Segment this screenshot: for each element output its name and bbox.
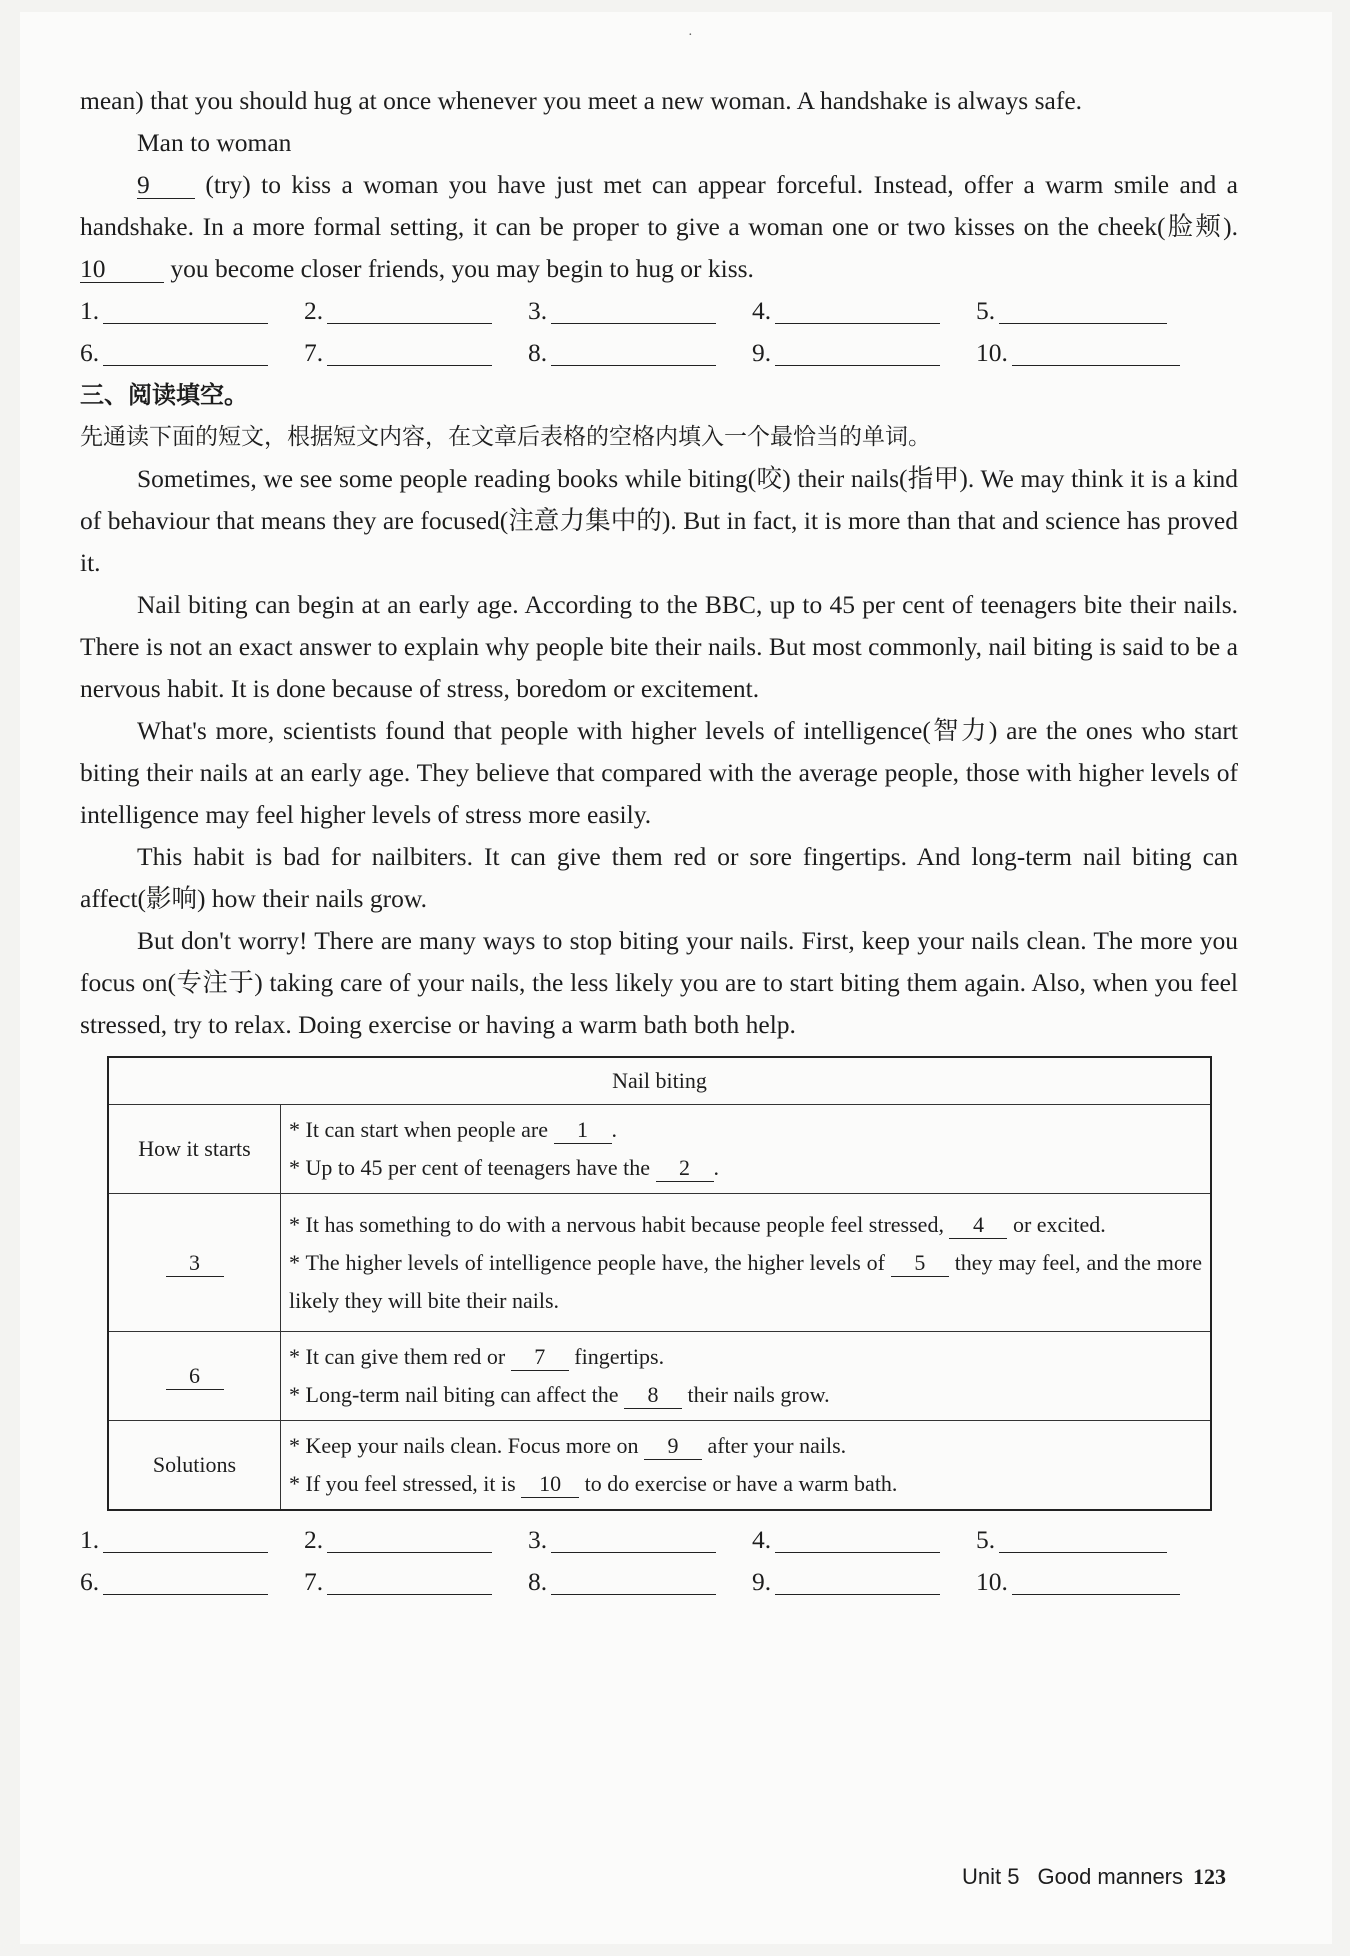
answer-number: 3. <box>528 296 548 325</box>
answer-line-9[interactable] <box>775 364 940 366</box>
answer-number: 10. <box>976 1567 1008 1596</box>
answer-line-8[interactable] <box>551 364 716 366</box>
answer-line-7[interactable] <box>327 364 492 366</box>
passage-paragraph-3: What's more, scientists found that people with higher levels of intelligence(智力) are the ones who start biting their nails at an early age. They believe that compared with the average people, those with higher levels of intelligence may feel higher levels of stress more easily. <box>80 716 1238 829</box>
row-label-solutions: Solutions <box>108 1421 281 1511</box>
answer-line-1[interactable] <box>103 322 268 324</box>
answer-line-3[interactable] <box>551 1551 716 1553</box>
answer-number: 8. <box>528 338 548 367</box>
answer-number: 6. <box>80 338 100 367</box>
table-blank-9[interactable]: 9 <box>644 1433 702 1460</box>
table-blank-6[interactable]: 6 <box>166 1363 224 1390</box>
answer-line-2[interactable] <box>327 1551 492 1553</box>
answer-number: 3. <box>528 1525 548 1554</box>
row-content-1: * It can start when people are 1 . * Up to 45 per cent of teenagers have the 2 . <box>281 1105 1212 1194</box>
blank-10[interactable]: 10 <box>80 256 164 283</box>
row-label-6 <box>108 1332 281 1421</box>
row-label-how-it-starts: How it starts <box>108 1105 281 1194</box>
answer-number: 8. <box>528 1567 548 1596</box>
answer-line-7[interactable] <box>327 1593 492 1595</box>
answer-line-4[interactable] <box>775 322 940 324</box>
answer-row-3 <box>80 1519 1238 1561</box>
answer-line-10[interactable] <box>1012 1593 1180 1595</box>
row-label-3 <box>108 1194 281 1332</box>
section-title: 三、阅读填空。 <box>80 381 248 409</box>
answer-number: 2. <box>304 1525 324 1554</box>
answer-number: 4. <box>752 1525 772 1554</box>
summary-table <box>107 1056 1212 1511</box>
footer-unit-title: Good manners <box>1037 1864 1184 1889</box>
answer-line-6[interactable] <box>103 1593 268 1595</box>
subheading-man-to-woman: Man to woman <box>137 128 292 157</box>
row-content-4: * Keep your nails clean. Focus more on 9 after your nails. * If you feel stressed, it is 10 to do exercise or have a warm bath. <box>281 1421 1212 1511</box>
answer-number: 9. <box>752 338 772 367</box>
answer-number: 1. <box>80 296 100 325</box>
answer-number: 7. <box>304 1567 324 1596</box>
passage-paragraph-4: This habit is bad for nailbiters. It can give them red or sore fingertips. And long-term nail biting can affect(影响) how their nails grow. <box>80 842 1238 913</box>
answer-row-4 <box>80 1561 1238 1603</box>
header-dot: · <box>688 28 693 43</box>
answer-number: 5. <box>976 296 996 325</box>
answer-line-3[interactable] <box>551 322 716 324</box>
answer-number: 10. <box>976 338 1008 367</box>
answer-line-10[interactable] <box>1012 364 1180 366</box>
footer-unit: Unit 5 <box>962 1864 1020 1889</box>
answer-line-8[interactable] <box>551 1593 716 1595</box>
answer-number: 4. <box>752 296 772 325</box>
answer-line-2[interactable] <box>327 322 492 324</box>
answer-row-2 <box>80 332 1238 374</box>
answer-number: 1. <box>80 1525 100 1554</box>
table-blank-2[interactable]: 2 <box>656 1155 714 1182</box>
paragraph-top: mean) that you should hug at once whenever you meet a new woman. A handshake is always safe. <box>80 86 1083 115</box>
table-blank-4[interactable]: 4 <box>949 1212 1007 1239</box>
row-content-3: * It can give them red or 7 fingertips. * Long-term nail biting can affect the 8 their nails grow. <box>281 1332 1212 1421</box>
answer-line-9[interactable] <box>775 1593 940 1595</box>
answer-number: 2. <box>304 296 324 325</box>
blank-9[interactable]: 9 <box>137 172 195 199</box>
table-blank-3[interactable]: 3 <box>166 1250 224 1277</box>
answer-number: 7. <box>304 338 324 367</box>
passage-paragraph-1: Sometimes, we see some people reading books while biting(咬) their nails(指甲). We may think it is a kind of behaviour that means they are focused(注意力集中的). But in fact, it is more than that and science has proved it. <box>80 464 1238 577</box>
answer-line-4[interactable] <box>775 1551 940 1553</box>
passage-paragraph-2: Nail biting can begin at an early age. According to the BBC, up to 45 per cent of teenagers bite their nails. There is not an exact answer to explain why people bite their nails. But most commonly, nail biting is said to be a nervous habit. It is done because of stress, boredom or excitement. <box>80 590 1238 703</box>
table-blank-7[interactable]: 7 <box>511 1344 569 1371</box>
paragraph-man-to-woman: 9 (try) to kiss a woman you have just met can appear forceful. Instead, offer a warm smile and a handshake. In a more formal setting, it can be proper to give a woman one or two kisses on the cheek(脸颊). 10 you become closer friends, you may begin to hug or kiss. <box>80 170 1238 283</box>
table-blank-10[interactable]: 10 <box>521 1471 579 1498</box>
section-instructions: 先通读下面的短文，根据短文内容，在文章后表格的空格内填入一个最恰当的单词。 <box>80 424 931 450</box>
answer-number: 5. <box>976 1525 996 1554</box>
page-footer <box>962 1864 1226 1890</box>
row-content-2: * It has something to do with a nervous habit because people feel stressed, 4 or excited. * The higher levels of intelligence people have, the higher levels of 5 they may feel, and the more likely they will bite their nails. <box>281 1194 1212 1332</box>
answer-line-5[interactable] <box>999 322 1167 324</box>
passage-paragraph-5: But don't worry! There are many ways to stop biting your nails. First, keep your nails clean. The more you focus on(专注于) taking care of your nails, the less likely you are to start biting them again. Also, when you feel stressed, try to relax. Doing exercise or having a warm bath both help. <box>80 926 1238 1039</box>
page-content <box>80 80 1238 1603</box>
answer-number: 9. <box>752 1567 772 1596</box>
table-blank-8[interactable]: 8 <box>624 1382 682 1409</box>
answer-line-5[interactable] <box>999 1551 1167 1553</box>
table-blank-1[interactable]: 1 <box>554 1117 612 1144</box>
answer-line-1[interactable] <box>103 1551 268 1553</box>
page-number: 123 <box>1193 1864 1227 1889</box>
answer-line-6[interactable] <box>103 364 268 366</box>
answer-number: 6. <box>80 1567 100 1596</box>
table-title: Nail biting <box>108 1057 1211 1105</box>
table-blank-5[interactable]: 5 <box>891 1250 949 1277</box>
answer-row-1 <box>80 290 1238 332</box>
